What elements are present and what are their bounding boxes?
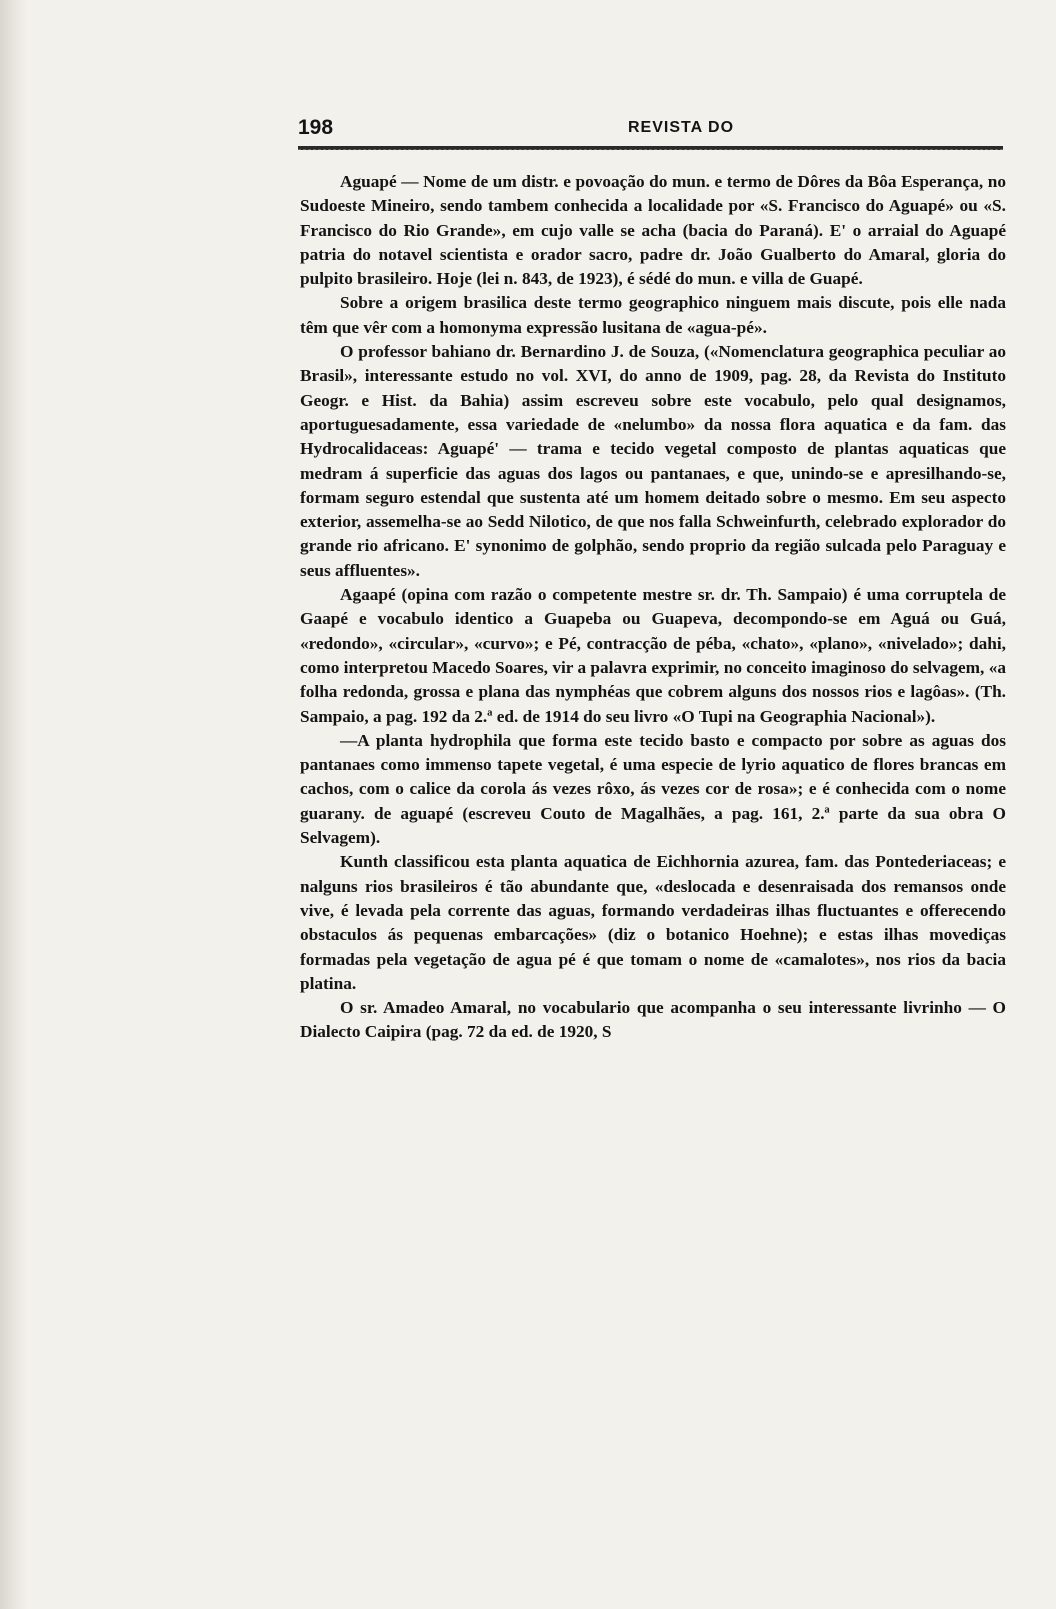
page-number: 198 <box>298 116 334 139</box>
running-head: REVISTA DO <box>628 119 735 136</box>
paragraph-amaral-vocabulary: O sr. Amadeo Amaral, no vocabulario que acompanha o seu interessante livrinho — O Dialecto Caipira (pag. 72 da ed. de 1920, S <box>300 998 1006 1042</box>
paragraph-kunth-classification: Kunth classificou esta planta aquatica de Eichhornia azurea, fam. das Pontederiaceas; e nalguns rios brasileiros é tão abundante que, «deslocada e desenraisada dos remansos onde vive, é levada pela corrente das aguas, formando verdadeiras ilhas fluctuantes e offerecendo obstaculos ás pequenas embarcações» (diz o botanico Hoehne); e estas ilhas movediças formadas pela vegetação de agua pé é que tomam o nome de «camalotes», nos rios da bacia platina. <box>300 852 1006 993</box>
paragraph-origin: Sobre a origem brasilica deste termo geographico ninguem mais discute, pois elle nada têm que vêr com a homonyma expressão lusitana de «agua-pé». <box>300 293 1006 337</box>
paragraph-sampaio-etymology: Agaapé (opina com razão o competente mestre sr. dr. Th. Sampaio) é uma corruptela de Gaapé e vocabulo identico a Guapeba ou Guapeva, decompondo-se em Aguá ou Guá, «redondo», «circular», «curvo»; e Pé, contracção de péba, «chato», «plano», «nivelado»; dahi, como interpretou Macedo Soares, vir a palavra exprimir, no conceito imaginoso do selvagem, «a folha redonda, grossa e plana das nymphéas que cobrem alguns dos nossos rios e lagôas». (Th. Sampaio, a pag. 192 da 2.ª ed. de 1914 do seu livro «O Tupi na Geographia Nacional»). <box>300 585 1006 726</box>
paragraph-hydrophila-plant: —A planta hydrophila que forma este tecido basto e compacto por sobre as aguas dos pantanaes como immenso tapete vegetal, é uma especie de lyrio aquatico de flores brancas em cachos, com o calice da corola ás vezes rôxo, ás vezes cor de rosa»; e é conhecida com o nome guarany. de aguapé (escreveu Couto de Magalhães, a pag. 161, 2.ª parte da sua obra O Selvagem). <box>300 730 1006 848</box>
paragraph-souza-quote: O professor bahiano dr. Bernardino J. de Souza, («Nomenclatura geographica peculiar ao Brasil», interessante estudo no vol. XVI, do anno de 1909, pag. 28, da Revista do Instituto Geogr. e Hist. da Bahia) assim escreveu sobre este vocabulo, pelo qual designamos, aportuguesadamente, essa variedade de «nelumbo» da nossa flora aquatica e da fam. das Hydrocalidaceas: Aguapé' — trama e tecido vegetal composto de plantas aquaticas que medram á superficie das aguas dos lagos ou pantanaes, e que, unindo-se e apresilhando-se, formam seguro estendal que sustenta até um homem deitado sobre o mesmo. Em seu aspecto exterior, assemelha-se ao Sedd Nilotico, de que nos falla Schweinfurth, celebrado explorador do grande rio africano. E' synonimo de golphão, sendo proprio da região sulcada pelo Paraguay e seus affluentes». <box>300 342 1006 580</box>
header-rule <box>298 146 1003 150</box>
page-binding-edge <box>0 0 28 1609</box>
page-header <box>298 112 1003 146</box>
paragraph-aguape-definition: Aguapé — Nome de um distr. e povoação do mun. e termo de Dôres da Bôa Esperança, no Sudoeste Mineiro, sendo tambem conhecida a localidade por «S. Francisco do Aguapé» ou «S. Francisco do Rio Grande», em cujo valle se acha (bacia do Paraná). E' o arraial do Aguapé patria do notavel scientista e orador sacro, padre dr. João Gualberto do Amaral, gloria do pulpito brasileiro. Hoje (lei n. 843, de 1923), é sédé do mun. e villa de Guapé. <box>300 172 1006 289</box>
article-body <box>300 170 1006 1045</box>
